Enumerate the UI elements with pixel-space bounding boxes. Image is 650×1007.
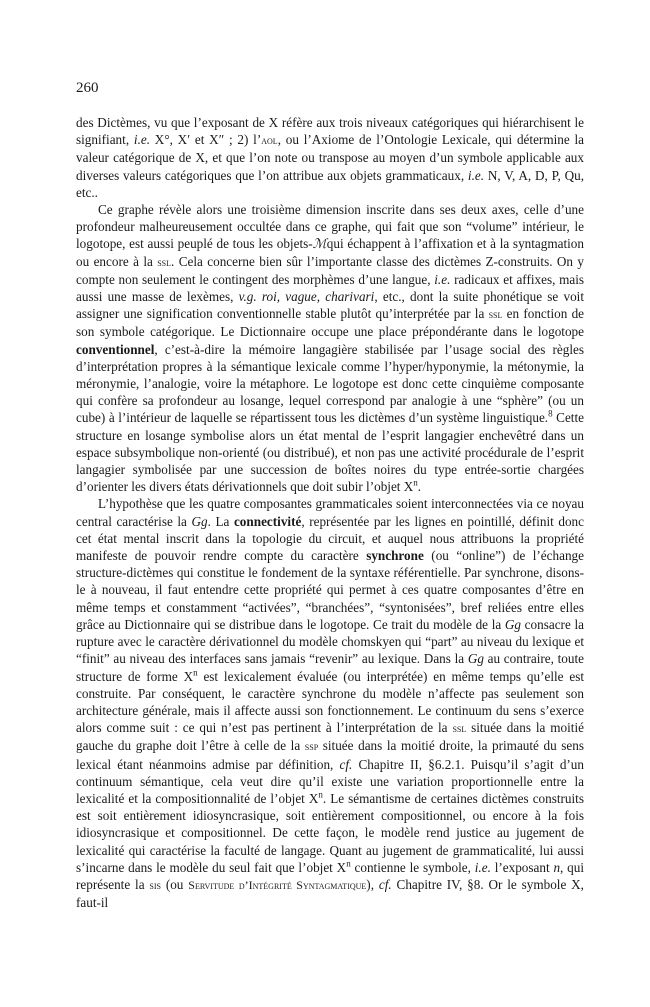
- text-run: Chapitre II, §6.2.1. Puisqu’il s’agit d’un continuum sémantique, cela veut dire qu’il existe une variation proportionnelle entre la lexicalité et la compositionnalité de l’objet X: [76, 756, 584, 806]
- text-run: i.e.: [467, 167, 485, 183]
- text-run: ssp: [304, 739, 319, 754]
- text-run: (ou: [160, 876, 189, 892]
- text-run: . La: [207, 513, 234, 529]
- text-run: radicaux et affixes, mais aussi une masse de lexèmes,: [76, 271, 585, 305]
- text-run: i.e.: [434, 271, 451, 287]
- text-run: , ou l’Axiome de l’Ontologie Lexicale, qui détermine la valeur catégorique de X, et que l’on note ou transpose au moyen d’un symbole applicable aux diverses valeurs catégoriques que l’on attribue aux objets grammaticaux,: [76, 132, 584, 183]
- text-run: , c’est-à-dire la mémoire langagière stabilisée par l’usage social des règles d’interprétation propres à la sémantique lexicale comme l’hyper/hyponymie, la métonymie, la méronymie, l’analogie, voire la métaphore. Le logotope est donc cette cinquième composante qui confère sa profondeur au losange, lequel correspond par analogie à une “sphère” (ou un cube) à l’intérieur de laquelle se répartissent tous les dictèmes d’un système linguistique.: [76, 341, 584, 426]
- text-run: ),: [366, 876, 379, 892]
- text-run: Gg: [191, 513, 208, 529]
- text-run: située dans la moitié droite, la primauté du sens lexical étant néanmoins admise par définition,: [76, 738, 584, 772]
- text-run: X°, X′ et X″ ; 2) l’: [150, 132, 262, 148]
- text-run: n: [346, 858, 351, 869]
- text-run: Cette structure en losange symbolise alors un état mental de l’esprit langagier enchevêtré dans un espace subsymbolique non-orienté (ou distribué), et non pas une activité procédurale de l’esprit langagier symbolisée par une succession de boîtes noires du type entrée-sortie chargées d’orienter les divers états dérivationnels que doit subir l’objet X: [76, 410, 584, 495]
- text-run: . Le sémantisme de certaines dictèmes construits est soit entièrement idiosyncrasique, soit entièrement compositionnel, ou encore à la fois idiosyncrasique et compositionnel. De cette façon, le modèle rend justice au jugement de lexicalité qui caractérise la faculté de langage. Quant au jugement de grammaticalité, lui aussi s’incarne dans le modèle du seul fait que l’objet X: [76, 790, 584, 875]
- text-run: conventionnel: [76, 341, 155, 357]
- text-run: Gg: [467, 651, 484, 667]
- text-run: 8: [548, 409, 553, 420]
- text-run: ssl: [452, 721, 467, 736]
- text-run: contienne le symbole,: [350, 859, 475, 875]
- text-run: cf.: [378, 876, 392, 892]
- text-run: i.e.: [133, 132, 151, 148]
- paragraph: [76, 201, 584, 495]
- text-run: qui échappent à l’affixation et à la syntagmation ou encore à la: [76, 236, 584, 269]
- text-run: n: [193, 667, 198, 678]
- text-run: L’hypothèse que les quatre composantes grammaticales soient interconnectées via ce noyau central caractérise la: [76, 496, 584, 529]
- text-run: cf.: [339, 756, 353, 772]
- paragraph: [76, 495, 584, 911]
- text-run: , qui représente la: [76, 859, 585, 892]
- text-run: Gg: [504, 616, 522, 632]
- text-run: au contraire, toute structure de forme X: [76, 651, 584, 684]
- page-number: 260: [76, 80, 99, 96]
- text-run: . Cela concerne bien sûr l’importante classe des dictèmes Z-construits. On y compte non seulement le contingent des morphèmes d’une langue,: [76, 253, 584, 287]
- text-run: aol: [261, 133, 278, 148]
- text-run: v.g. roi, vague, charivari: [238, 289, 375, 305]
- text-run: sis: [149, 877, 161, 892]
- text-run: Chapitre IV, §8. Or le symbole X, faut-il: [76, 876, 584, 911]
- text-run: ssl: [157, 254, 172, 269]
- text-run: des Dictèmes, vu que l’exposant de X réfère aux trois niveaux catégoriques qui hiérarchisent le signifiant,: [76, 115, 584, 148]
- text-run: ssl: [488, 307, 503, 322]
- text-run: Ce graphe révèle alors une troisième dimension inscrite dans ses deux axes, celle d’une profondeur malheureusement occultée dans ce graphe, qui fait que son “volume” intérieur, le logotope, est aussi peuplé de tous les objets-: [76, 202, 584, 252]
- text-run: n: [553, 859, 561, 875]
- body-text: [76, 114, 584, 911]
- paragraph: [76, 114, 584, 201]
- text-run: l’exposant: [490, 859, 554, 875]
- text-run: (ou “online”) de l’échange structure-dictèmes qui constitue le fondement de la syntaxe référentielle. Par synchrone, disons-le à nouveau, il faut entendre cette propriété qui permet à ces quatre composantes d’être en même temps et constamment “activées”, “branchées”, “syntonisées”, bref reliées entre elles grâce au Dictionnaire qui se distribue dans le logotope. Ce trait du modèle de la: [76, 548, 585, 632]
- text-run: n: [318, 789, 323, 800]
- text-run: synchrone: [366, 548, 424, 564]
- text-run: connectivité: [233, 513, 302, 529]
- text-run: consacre la rupture avec le caractère dérivationnel du modèle chomskyen qui “part” au niveau du lexique et “finit” au niveau des interfaces sans jamais “revenir” au lexique. Dans la: [76, 616, 584, 667]
- text-run: en fonction de son symbole catégorique. Le Dictionnaire occupe une place prépondérante dans le logotope: [76, 306, 585, 340]
- text-run: n: [413, 477, 418, 488]
- text-run: , etc., dont la suite phonétique se voit assigner une signification conventionnelle stable plutôt qu’interprétée par la: [76, 289, 584, 322]
- text-run: N, V, A, D, P, Qu, etc..: [76, 167, 584, 200]
- text-run: , représentée par les lignes en pointillé, définit donc cet état mental inscrit dans la topologie du circuit, et auquel nous attribuons la propriété manifeste de pouvoir rendre compte du caractère: [76, 513, 584, 564]
- text-run: située dans la moitié gauche du graphe doit l’être à celle de la: [76, 720, 584, 754]
- text-run: est lexicalement évaluée (ou interprétée) en même temps qu’elle est construite. Par conséquent, le caractère synchrone du modèle n’affecte pas seulement son architecture générale, mais il affecte aussi son fonctionnement. Le continuum du sens s’exerce alors comme suit : ce qui n’est pas pertinent à l’interprétation de la: [76, 668, 584, 736]
- text-run: .: [417, 479, 422, 495]
- text-run: ℳ: [312, 236, 327, 252]
- text-run: i.e.: [474, 859, 491, 875]
- text-run: Servitude d’Intégrité Syntagmatique: [188, 877, 367, 892]
